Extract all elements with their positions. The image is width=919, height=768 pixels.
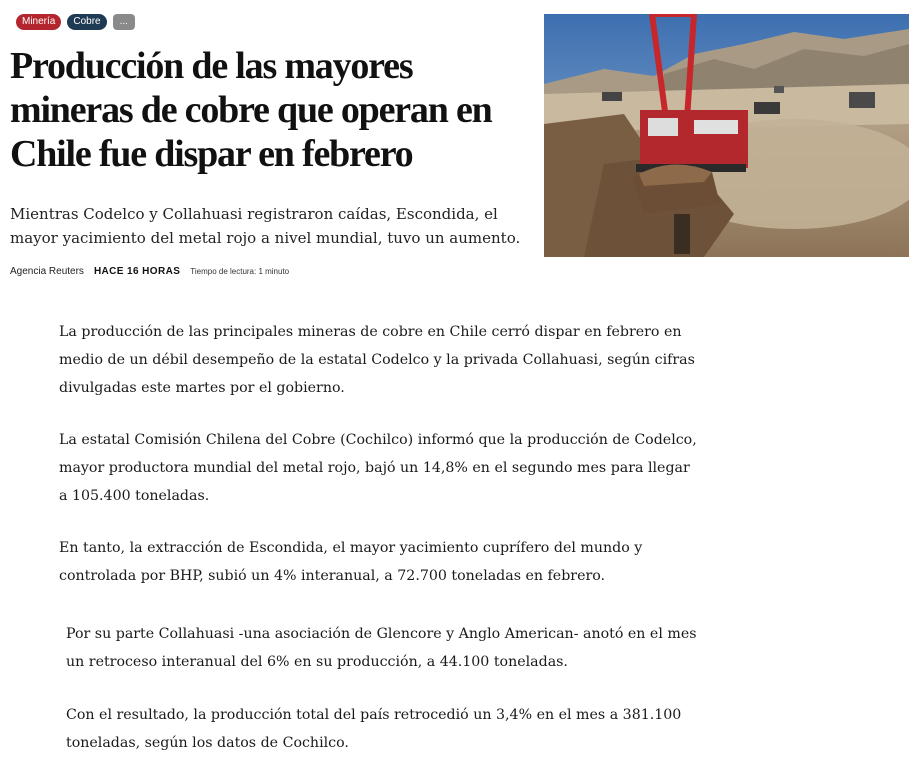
article-paragraph: Con el resultado, la producción total del país retrocedió un 3,4% en el mes a 381.100 toneladas, según los datos de Cochilco. xyxy=(66,707,682,751)
tag-list xyxy=(16,14,135,30)
article-headline: Producción de las mayores mineras de cobre que operan en Chile fue dispar en febrero xyxy=(10,45,492,175)
tag-mineria[interactable]: Minería xyxy=(16,14,61,30)
article-paragraph: En tanto, la extracción de Escondida, el mayor yacimiento cuprífero del mundo y controlada por BHP, subió un 4% interanual, a 72.700 toneladas en febrero. xyxy=(59,540,643,584)
reading-time: Tiempo de lectura: 1 minuto xyxy=(190,267,290,276)
article-paragraph: La estatal Comisión Chilena del Cobre (Cochilco) informó que la producción de Codelco, mayor productora mundial del metal rojo, bajó un 14,8% en el segundo mes para llegar a 105.400 toneladas. xyxy=(59,432,697,504)
article-photo xyxy=(544,14,909,257)
more-tags-button[interactable]: ... xyxy=(113,14,135,30)
author-link[interactable]: Agencia Reuters xyxy=(10,266,84,277)
publish-time: HACE 16 HORAS xyxy=(93,266,181,277)
article-paragraph: Por su parte Collahuasi -una asociación de Glencore y Anglo American- anotó en el mes un retroceso interanual del 6% en su producción, a 44.100 toneladas. xyxy=(66,626,697,670)
article-paragraph: La producción de las principales mineras de cobre en Chile cerró dispar en febrero en medio de un débil desempeño de la estatal Codelco y la privada Collahuasi, según cifras divulgadas este martes por el gobierno. xyxy=(59,324,695,396)
article-meta xyxy=(10,266,289,277)
article-lead: Mientras Codelco y Collahuasi registraron caídas, Escondida, el mayor yacimiento del metal rojo a nivel mundial, tuvo un aumento. xyxy=(10,205,521,247)
tag-cobre[interactable]: Cobre xyxy=(67,14,106,30)
